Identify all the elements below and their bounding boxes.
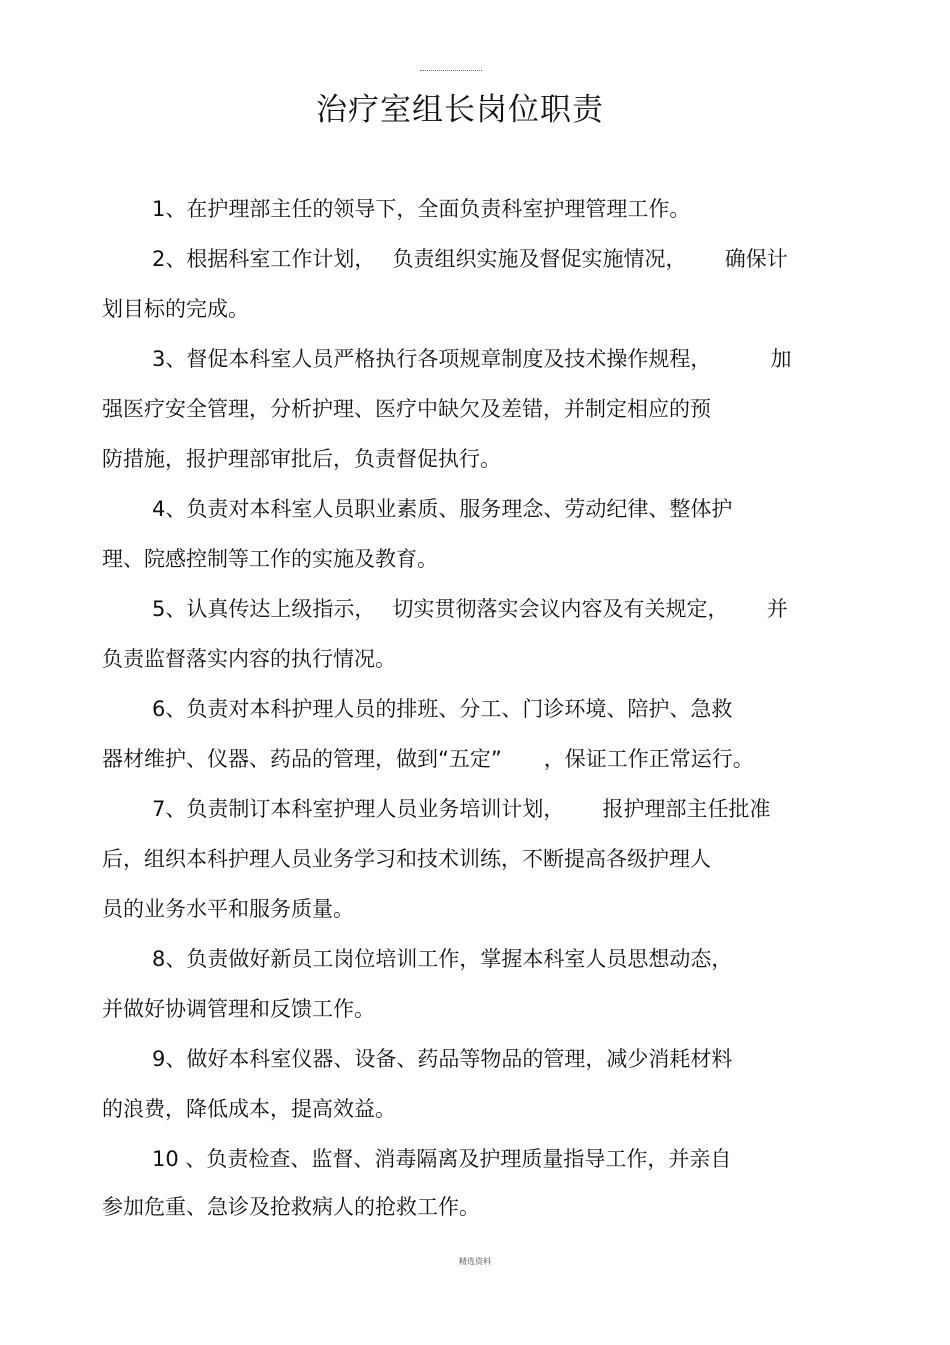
duty-item-line: 1、在护理部主任的领导下，全面负责科室护理管理工作。	[152, 197, 691, 221]
duty-item-line: 2、根据科室工作计划， 负责组织实施及督促实施情况， 确保计	[152, 247, 788, 271]
duty-item-line: 并做好协调管理和反馈工作。	[102, 997, 375, 1021]
duty-item-line: 5、认真传达上级指示， 切实贯彻落实会议内容及有关规定， 并	[152, 597, 788, 621]
duty-item-line: 6、负责对本科护理人员的排班、分工、门诊环境、陪护、急救	[152, 697, 733, 721]
duty-item-line: 的浪费，降低成本，提高效益。	[102, 1097, 396, 1121]
duty-item-line: 器材维护、仪器、药品的管理，做到“五定” ，保证工作正常运行。	[102, 747, 754, 771]
duty-item-line: 参加危重、急诊及抢救病人的抢救工作。	[102, 1195, 480, 1219]
duty-item-line: 3、督促本科室人员严格执行各项规章制度及技术操作规程， 加	[152, 347, 792, 371]
duty-item-line: 防措施，报护理部审批后，负责督促执行。	[102, 447, 501, 471]
duty-item-line: 理、院感控制等工作的实施及教育。	[102, 547, 438, 571]
duty-item-line: 7、负责制订本科室护理人员业务培训计划， 报护理部主任批准	[152, 797, 771, 821]
duty-item-line: 后，组织本科护理人员业务学习和技术训练，不断提高各级护理人	[102, 847, 711, 871]
duty-item-line: 8、负责做好新员工岗位培训工作，掌握本科室人员思想动态，	[152, 947, 733, 971]
duty-item-line: 强医疗安全管理，分析护理、医疗中缺欠及差错，并制定相应的预	[102, 397, 711, 421]
header-rule	[420, 70, 482, 71]
duty-item-line: 9、做好本科室仪器、设备、药品等物品的管理，减少消耗材料	[152, 1047, 733, 1071]
page-title: 治疗室组长岗位职责	[316, 92, 604, 128]
duty-item-line: 10 、负责检查、监督、消毒隔离及护理质量指导工作，并亲自	[152, 1147, 732, 1171]
duty-item-line: 划目标的完成。	[102, 297, 249, 321]
duty-item-line: 4、负责对本科室人员职业素质、服务理念、劳动纪律、整体护	[152, 497, 733, 521]
page-footer: 精选资料	[459, 1257, 491, 1266]
duty-item-line: 员的业务水平和服务质量。	[102, 897, 354, 921]
duty-item-line: 负责监督落实内容的执行情况。	[102, 647, 396, 671]
